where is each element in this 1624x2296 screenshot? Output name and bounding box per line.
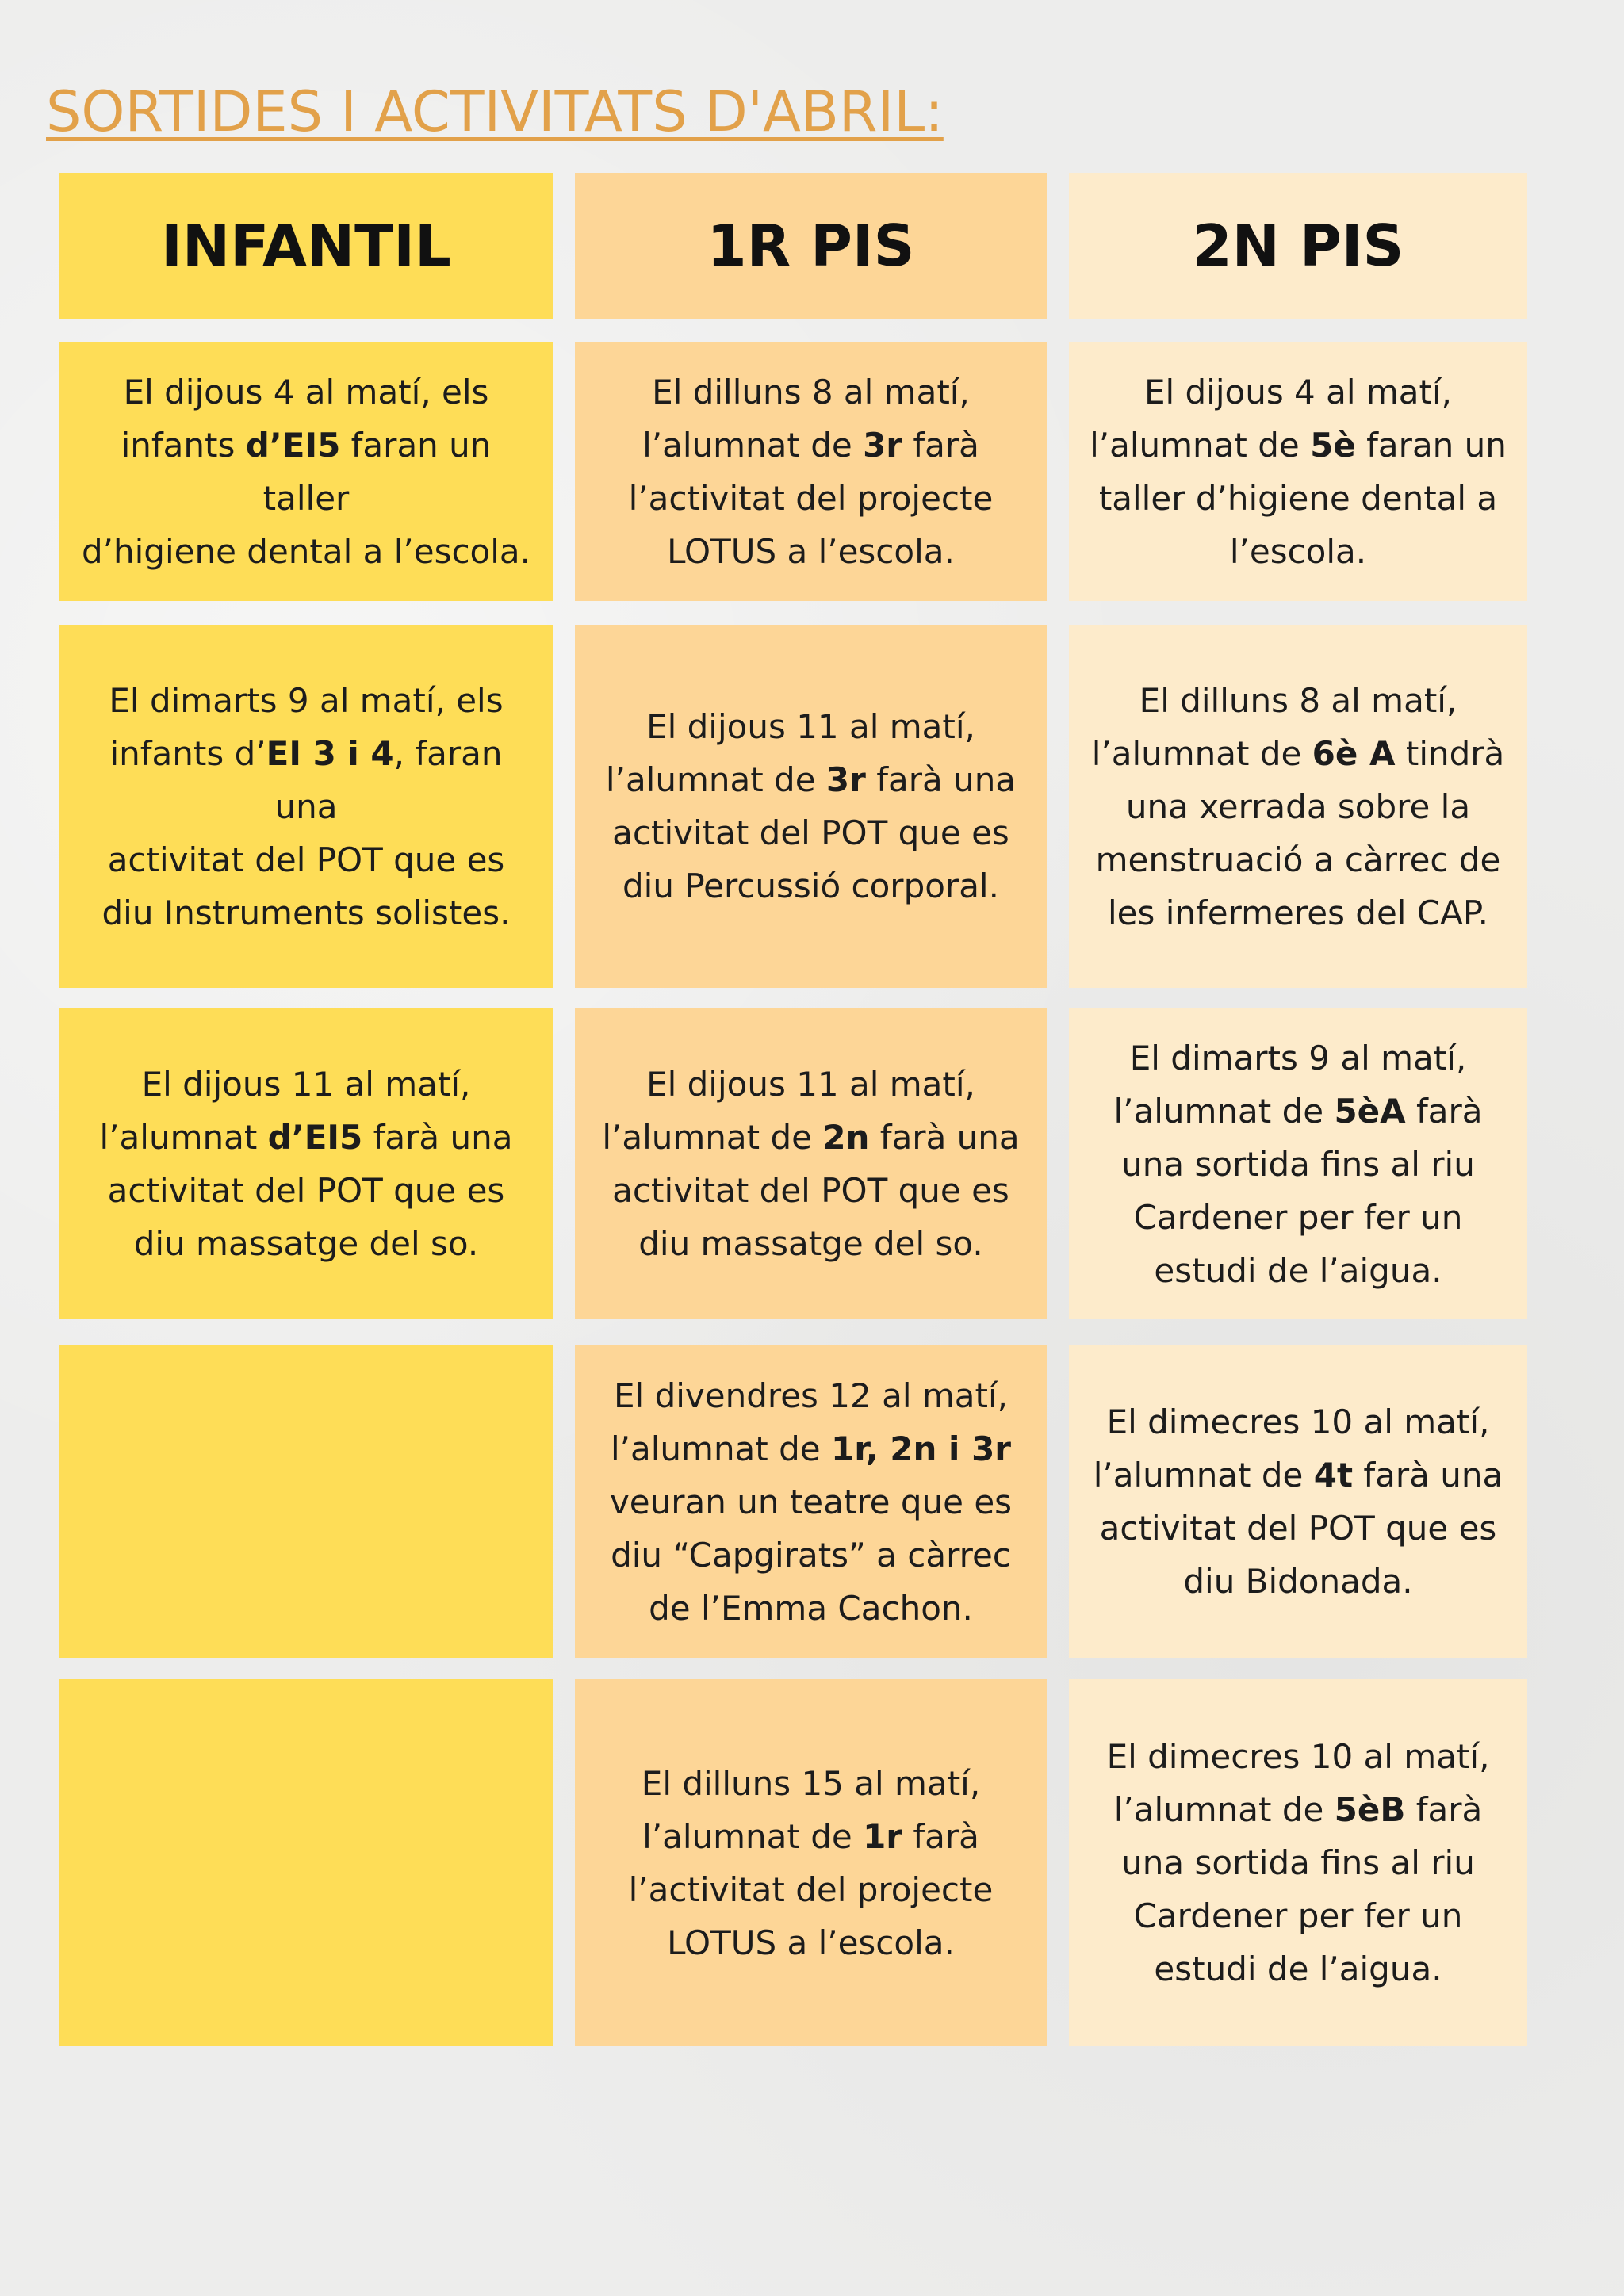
- text-run: infants: [121, 426, 246, 465]
- text-run: activitat del POT que es: [107, 840, 505, 879]
- text-run: farà una: [1353, 1456, 1503, 1494]
- text-run: El dilluns 8 al matí,: [652, 373, 970, 411]
- activity-line: [1092, 727, 1505, 780]
- text-run: faran un: [1355, 426, 1507, 465]
- activity-line: [1094, 1395, 1503, 1448]
- activity-line: [606, 753, 1016, 806]
- activity-line: [1090, 472, 1507, 525]
- activity-line: [606, 806, 1016, 859]
- text-run: activitat del POT que es: [107, 1171, 505, 1210]
- activity-line: [1107, 1836, 1490, 1889]
- text-run: l’activitat del projecte: [628, 479, 994, 518]
- activity-line: [1094, 1502, 1503, 1555]
- activity-line: [1090, 419, 1507, 472]
- text-run: activitat del POT que es: [612, 1171, 1009, 1210]
- empty-card-infantil: [59, 1679, 553, 2046]
- text-run: l’escola.: [1229, 532, 1367, 571]
- text-run: l’alumnat de: [642, 1816, 864, 1856]
- text-run: d’higiene dental a l’escola.: [82, 532, 530, 571]
- text-run: activitat del POT que es: [612, 813, 1009, 852]
- highlighted-group: 1r, 2n i 3r: [830, 1429, 1012, 1468]
- activity-card-2n-pis: [1069, 1345, 1527, 1658]
- page-title: SORTIDES I ACTIVITATS D'ABRIL:: [46, 79, 944, 144]
- text-run: farà una: [869, 1118, 1020, 1157]
- text-run: una xerrada sobre la: [1125, 786, 1471, 826]
- highlighted-group: EI 3 i 4: [266, 733, 394, 773]
- text-run: estudi de l’aigua.: [1154, 1950, 1442, 1988]
- activity-line: [1090, 525, 1507, 578]
- activity-text: [79, 674, 534, 939]
- column-header-label: 1R PIS: [707, 212, 915, 279]
- activity-text: [629, 1757, 994, 1969]
- text-run: diu massatge del so.: [133, 1224, 479, 1263]
- highlighted-group: 5èA: [1334, 1091, 1406, 1131]
- activity-line: [79, 674, 534, 727]
- activity-card-2n-pis: [1069, 1679, 1527, 2046]
- text-run: les infermeres del CAP.: [1107, 893, 1489, 932]
- activity-text: [602, 1058, 1019, 1270]
- activity-line: [1113, 1191, 1482, 1244]
- text-run: , faran una: [274, 733, 503, 826]
- activity-card-2n-pis: [1069, 625, 1527, 988]
- activity-line: [606, 700, 1016, 753]
- activity-line: [1113, 1085, 1482, 1138]
- text-run: infants d’: [109, 733, 266, 773]
- activity-line: [1107, 1889, 1490, 1942]
- activity-line: [79, 886, 534, 939]
- activity-line: [1113, 1031, 1482, 1085]
- text-run: El divendres 12 al matí,: [614, 1376, 1008, 1415]
- activity-line: [100, 1217, 513, 1270]
- text-run: diu Bidonada.: [1183, 1562, 1413, 1601]
- text-run: El dijous 11 al matí,: [141, 1065, 471, 1104]
- activity-line: [100, 1164, 513, 1217]
- activity-text: [1092, 674, 1505, 939]
- text-run: l’alumnat de: [642, 426, 864, 465]
- activity-line: [629, 365, 994, 419]
- highlighted-group: d’EI5: [245, 426, 341, 465]
- highlighted-group: 5èB: [1334, 1790, 1406, 1829]
- text-run: de l’Emma Cachon.: [649, 1588, 973, 1628]
- text-run: diu massatge del so.: [638, 1224, 983, 1263]
- text-run: l’alumnat de: [1091, 733, 1312, 773]
- highlighted-group: 1r: [863, 1816, 902, 1856]
- activity-card-1r-pis: [575, 1345, 1047, 1658]
- column-header-2n-pis: [1069, 173, 1527, 319]
- text-run: farà: [902, 1816, 979, 1856]
- text-run: l’alumnat de: [605, 760, 826, 799]
- activity-line: [1090, 365, 1507, 419]
- text-run: El dijous 4 al matí, els: [123, 373, 489, 411]
- activity-line: [100, 1111, 513, 1164]
- text-run: faran un taller: [262, 426, 492, 518]
- activity-text: [100, 1058, 513, 1270]
- activity-line: [606, 859, 1016, 913]
- highlighted-group: d’EI5: [267, 1118, 363, 1157]
- activity-card-2n-pis: [1069, 1008, 1527, 1319]
- text-run: activitat del POT que es: [1099, 1509, 1497, 1548]
- highlighted-group: 3r: [863, 426, 902, 465]
- text-run: veuran un teatre que es: [609, 1482, 1013, 1521]
- text-run: El dijous 11 al matí,: [646, 1065, 975, 1104]
- column-header-1r-pis: [575, 173, 1047, 319]
- column-header-label: 2N PIS: [1192, 212, 1404, 279]
- text-run: menstruació a càrrec de: [1095, 840, 1501, 879]
- text-run: una sortida fins al riu: [1121, 1843, 1475, 1882]
- activity-card-2n-pis: [1069, 342, 1527, 601]
- text-run: El dijous 11 al matí,: [646, 707, 975, 746]
- highlighted-group: 2n: [822, 1118, 870, 1157]
- highlighted-group: 4t: [1313, 1456, 1354, 1494]
- text-run: El dimecres 10 al matí,: [1106, 1402, 1490, 1441]
- text-run: El dilluns 8 al matí,: [1139, 680, 1457, 720]
- activity-line: [1092, 833, 1505, 886]
- activity-line: [629, 472, 994, 525]
- activity-line: [100, 1058, 513, 1111]
- text-run: l’alumnat de: [1113, 1091, 1335, 1131]
- activity-line: [1094, 1555, 1503, 1608]
- activity-card-infantil: [59, 625, 553, 988]
- activity-line: [610, 1369, 1012, 1422]
- activity-card-1r-pis: [575, 342, 1047, 601]
- activity-text: [606, 700, 1016, 913]
- text-run: una sortida fins al riu: [1121, 1144, 1475, 1184]
- activity-line: [1113, 1244, 1482, 1297]
- activity-line: [610, 1475, 1012, 1529]
- activity-line: [1107, 1942, 1490, 1996]
- activity-line: [1094, 1448, 1503, 1502]
- activity-line: [602, 1164, 1019, 1217]
- activity-line: [602, 1111, 1019, 1164]
- activity-text: [1094, 1395, 1503, 1608]
- text-run: tindrà: [1395, 733, 1505, 773]
- text-run: diu “Capgirats” a càrrec: [611, 1535, 1011, 1575]
- highlighted-group: 5è: [1310, 426, 1356, 465]
- activity-line: [629, 419, 994, 472]
- activity-line: [629, 1863, 994, 1916]
- column-header-label: INFANTIL: [161, 212, 451, 279]
- text-run: diu Percussió corporal.: [622, 867, 999, 905]
- activity-line: [1107, 1730, 1490, 1783]
- activity-line: [629, 1757, 994, 1810]
- text-run: El dijous 4 al matí,: [1143, 373, 1453, 411]
- activity-card-1r-pis: [575, 625, 1047, 988]
- text-run: farà: [902, 426, 979, 465]
- activity-line: [629, 525, 994, 578]
- text-run: farà: [1405, 1091, 1483, 1131]
- activity-line: [79, 727, 534, 833]
- activity-text: [1113, 1031, 1482, 1297]
- highlighted-group: 3r: [825, 760, 866, 799]
- activity-line: [629, 1916, 994, 1969]
- text-run: l’alumnat de: [1090, 426, 1311, 465]
- text-run: farà una: [362, 1118, 513, 1157]
- activity-text: [629, 365, 994, 578]
- activity-line: [79, 419, 534, 525]
- text-run: Cardener per fer un: [1133, 1197, 1463, 1237]
- activity-line: [1092, 674, 1505, 727]
- text-run: l’alumnat de: [602, 1118, 823, 1157]
- activity-card-infantil: [59, 1008, 553, 1319]
- activity-line: [1092, 886, 1505, 939]
- text-run: l’alumnat de: [1093, 1456, 1314, 1494]
- activity-card-1r-pis: [575, 1008, 1047, 1319]
- text-run: l’alumnat de: [1113, 1790, 1335, 1829]
- activity-line: [79, 833, 534, 886]
- text-run: farà: [1405, 1790, 1483, 1829]
- activity-text: [1107, 1730, 1490, 1996]
- text-run: l’activitat del projecte: [628, 1869, 994, 1909]
- activity-text: [610, 1369, 1012, 1635]
- activity-line: [79, 365, 534, 419]
- text-run: El dimarts 9 al matí,: [1129, 1038, 1467, 1077]
- activity-line: [1092, 780, 1505, 833]
- text-run: LOTUS a l’escola.: [667, 1923, 955, 1962]
- text-run: estudi de l’aigua.: [1154, 1250, 1442, 1290]
- activity-line: [602, 1217, 1019, 1270]
- text-run: l’alumnat: [99, 1118, 268, 1157]
- activity-line: [629, 1810, 994, 1863]
- text-run: El dimecres 10 al matí,: [1106, 1737, 1490, 1776]
- column-header-infantil: [59, 173, 553, 319]
- activity-line: [1107, 1783, 1490, 1836]
- text-run: farà una: [865, 760, 1017, 799]
- activity-line: [610, 1422, 1012, 1475]
- text-run: El dimarts 9 al matí, els: [109, 680, 504, 720]
- text-run: diu Instruments solistes.: [102, 893, 511, 932]
- activity-text: [79, 365, 534, 578]
- activity-text: [1090, 365, 1507, 578]
- text-run: l’alumnat de: [610, 1429, 831, 1468]
- empty-card-infantil: [59, 1345, 553, 1658]
- activity-line: [610, 1529, 1012, 1582]
- text-run: Cardener per fer un: [1133, 1896, 1463, 1935]
- text-run: taller d’higiene dental a: [1098, 479, 1498, 518]
- activity-line: [1113, 1138, 1482, 1191]
- activity-line: [79, 525, 534, 578]
- text-run: El dilluns 15 al matí,: [641, 1763, 981, 1803]
- activity-card-infantil: [59, 342, 553, 601]
- highlighted-group: 6è A: [1312, 733, 1396, 773]
- activity-line: [610, 1582, 1012, 1635]
- text-run: LOTUS a l’escola.: [667, 532, 955, 571]
- activity-line: [602, 1058, 1019, 1111]
- activity-card-1r-pis: [575, 1679, 1047, 2046]
